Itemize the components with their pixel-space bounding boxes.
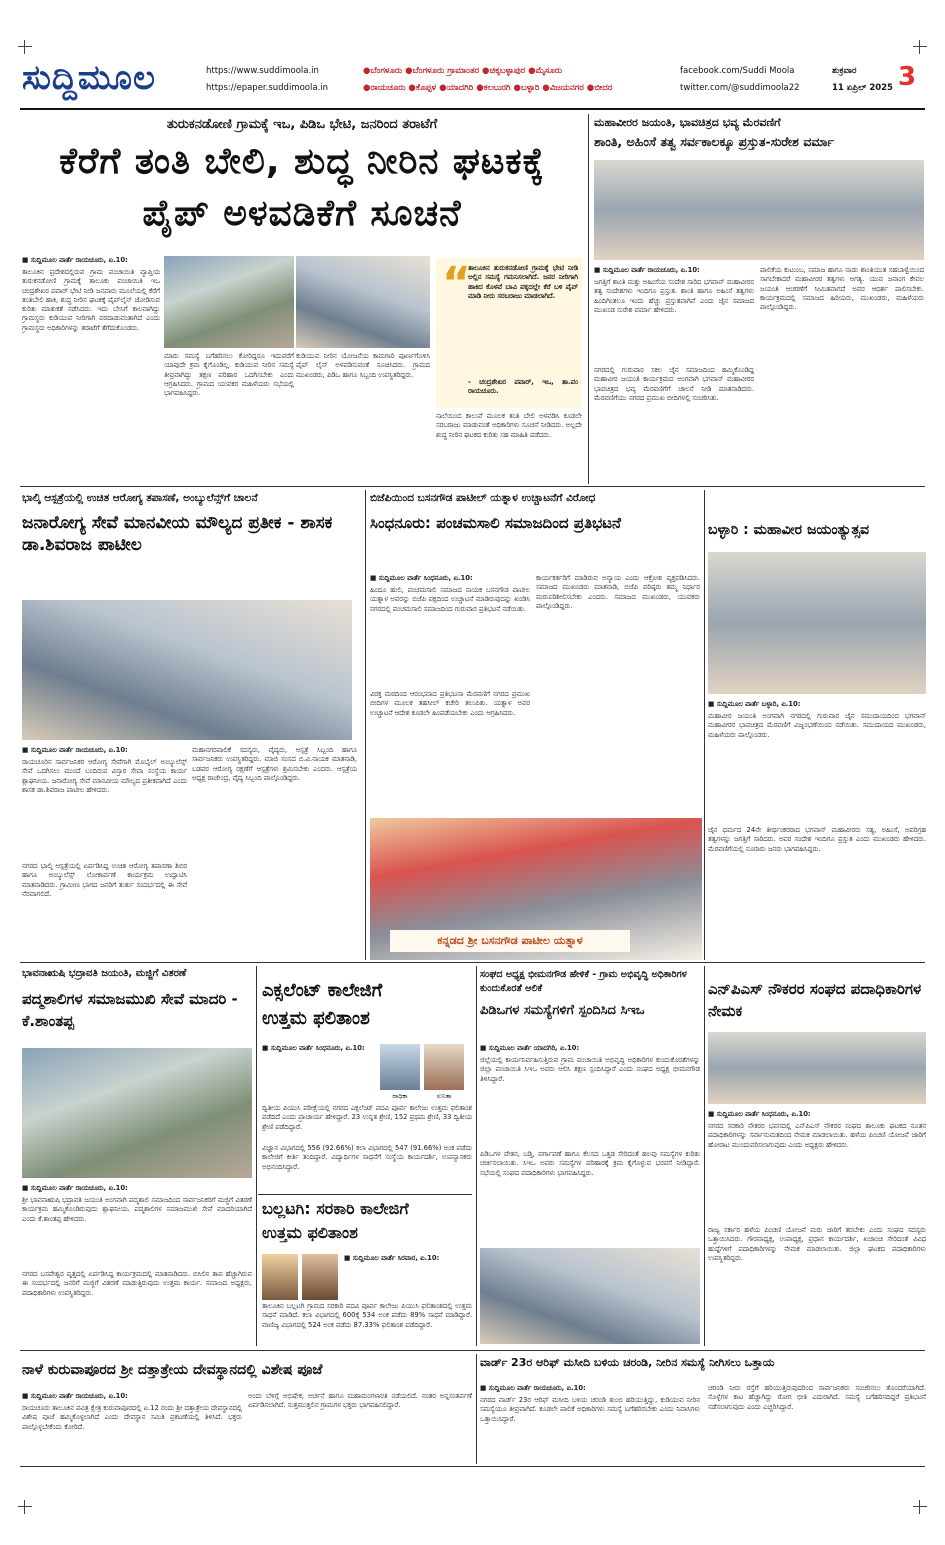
protest-body: ಹಿಂದೂ ಹುಲಿ, ಪಂಚಮಸಾಲಿ ಸಮಾಜದ ನಾಯಕ ಬಸನಗೌಡ ಪಾಟೀಲ ಯತ್ನಾಳ ಅವರನ್ನು ಬಿಜೆಪಿ ಪಕ್ಷದಿಂದ ಉಚ್ಚಾಟನೆ ಮಾಡಿರುವುದನ್ನು ಖಂಡಿಸಿ ನಗರದಲ್ಲಿ ಪಂಚಮಸಾಲಿ ಸಮಾಜದಿಂದ ಗುರುವಾರ ಪ್ರತಿಭಟನೆ ನಡೆಯಿತು. — [370, 586, 530, 613]
health-body-3: ಮಹಾನಗರಪಾಲಿಕೆ ಸದಸ್ಯರು, ವೈದ್ಯರು, ಆಸ್ಪತ್ರೆ ಸಿಬ್ಬಂದಿ ಹಾಗೂ ಸಾರ್ವಜನಿಕರು ಉಪಸ್ಥಿತರಿದ್ದರು. ಮಾಜಿ ಸಂಸದ ಬಿ.ವಿ.ನಾಯಕ ಮಾತನಾಡಿ, ಬಡವರ ಆರೋಗ್ಯ ರಕ್ಷಣೆಗೆ ಆಸ್ಪತ್ರೆಗಳು ಶ್ರಮಿಸಬೇಕು ಎಂದರು. ಆಸ್ಪತ್ರೆಯ ಅಧ್ಯಕ್ಷ ರಾಜೇಂದ್ರ, ವೈದ್ಯ ಸಿಬ್ಬಂದಿ ಪಾಲ್ಗೊಂಡಿದ್ದರು. — [192, 746, 357, 782]
health-body-2: ನಗರದ ಭಾಲ್ಕಿ ಆಸ್ಪತ್ರೆಯಲ್ಲಿ ಏರ್ಪಡಿಸಿದ್ದ ಉಚಿತ ಆರೋಗ್ಯ ತಪಾಸಣಾ ಶಿಬಿರ ಹಾಗೂ ಅಂಬ್ಯುಲೆನ್ಸ್ ಲೋಕಾರ್ಪಣೆ ಕಾರ್ಯಕ್ರಮ ಉದ್ಘಾಟಿಸಿ ಮಾತನಾಡಿದರು. ಗ್ರಾಮೀಣ ಭಾಗದ ಜನರಿಗೆ ತುರ್ತು ಸಂದರ್ಭದಲ್ಲಿ ಈ ಸೇವೆ ನೆರವಾಗಲಿದೆ. — [22, 862, 187, 898]
nps-photo — [708, 1032, 926, 1104]
registration-mark — [18, 1500, 32, 1514]
ward-body-2: ಚರಂಡಿ ನೀರು ರಸ್ತೆಗೆ ಹರಿಯುತ್ತಿರುವುದರಿಂದ ಸಾರ್ವಜನಿಕರು ಸಂಚರಿಸಲು ತೊಂದರೆಯಾಗಿದೆ. ಸೊಳ್ಳೆಗಳ ಕಾಟ ಹೆಚ್ಚಾಗಿದ್ದು ರೋಗ ಭೀತಿ ಎದುರಾಗಿದೆ. ಸಮಸ್ಯೆ ಬಗೆಹರಿಸದಿದ್ದರೆ ಪ್ರತಿಭಟನೆ ನಡೆಸಲಾಗುವುದು ಎಂದು ಎಚ್ಚರಿಸಿದ್ದಾರೆ. — [708, 1384, 926, 1411]
ballatgi-dateline: ■ ಸುದ್ದಿಮೂಲ ವಾರ್ತೆ ಸಿರವಾರ, ಏ.10: — [344, 1254, 440, 1262]
ballari-headline: ಬಳ್ಳಾರಿ : ಮಹಾವೀರ ಜಯಂತ್ಯುತ್ಸವ — [708, 522, 870, 538]
mahaveer-body-3: ಪಾಲಿಕೆಯ ಕುಟುಂಬ, ಸಮಾಜ ಹಾಗೂ ನಾಡು ಶಾಂತಿಯುತ ಸಹಬಾಳ್ವೆಯಿಂದ ಸಾಗಬೇಕಾದರೆ ಮಹಾವೀರರ ತತ್ವಗಳು ಅಗತ್ಯ. ಯುವ ಜನಾಂಗ ಕೇವಲ ಜಯಂತಿ ಆಚರಣೆಗೆ ಸೀಮಿತವಾಗದೆ ಅವರ ಆದರ್ಶ ಪಾಲಿಸಬೇಕು. ಕಾರ್ಯಕ್ರಮದಲ್ಲಿ ಸಮಾಜದ ಹಿರಿಯರು, ಮುಖಂಡರು, ಮಹಿಳೆಯರು ಪಾಲ್ಗೊಂಡಿದ್ದರು. — [760, 266, 924, 312]
lead-photo-1 — [164, 256, 294, 348]
lead-body: ತಾಲೂಕಿನ ಪ್ರದೇಶದಲ್ಲಿರುವ ಗ್ರಾಮ ಪಂಚಾಯಿತಿ ವ್ಯಾಪ್ತಿಯ ತುರುಕನಡೋಣಿ ಗ್ರಾಮಕ್ಕೆ ತಾಲೂಕು ಪಂಚಾಯಿತಿ ಇಒ ಚಂದ್ರಶೇಖರ ಪವಾರ್ ಭೇಟಿ ನೀಡಿ ಜನವಾರು ಮೂಲೆಯಲ್ಲಿ ಕೆರೆಗೆ ತಂತಿಬೇಲಿ ಹಾಕಿ, ಶುದ್ಧ ನೀರಿನ ಘಟಕಕ್ಕೆ ಪೈಪ್‌ಲೈನ್ ಜೋಡಿಸುವ ಕುರಿತು ಮಾತುಕತೆ ನಡೆಸಿದರು. ಇದು ಬೇಸಿಗೆ ಕಾಲವಾಗಿದ್ದು ಗ್ರಾಮಸ್ಥರು ಕುಡಿಯುವ ನೀರಿಗಾಗಿ ಪರದಾಡುವಂತಾಗಿದೆ ಎಂದು ಗ್ರಾಮಸ್ಥರು ಅಧಿಕಾರಿಗಳನ್ನು ತರಾಟೆಗೆ ತೆಗೆದುಕೊಂಡರು. — [22, 268, 160, 332]
ballatgi-headline-2: ಉತ್ತಮ ಫಲಿತಾಂಶ — [262, 1223, 358, 1242]
nps-body-2: ರಾಜ್ಯ ಸರ್ಕಾರ ಹಳೆಯ ಪಿಂಚಣಿ ಯೋಜನೆ ಮರು ಜಾರಿಗೆ ತರಬೇಕು ಎಂದು ಸಂಘದ ಸದಸ್ಯರು ಒತ್ತಾಯಿಸಿದರು. ಗೌರವಾಧ್ಯಕ್ಷ, ಉಪಾಧ್ಯಕ್ಷ, ಪ್ರಧಾನ ಕಾರ್ಯದರ್ಶಿ, ಖಜಾಂಚಿ ಸೇರಿದಂತೆ ವಿವಿಧ ಹುದ್ದೆಗಳಿಗೆ ಪದಾಧಿಕಾರಿಗಳನ್ನು ನೇಮಕ ಮಾಡಲಾಯಿತು. ಜಿಲ್ಲಾ ಘಟಕದ ಪದಾಧಿಕಾರಿಗಳು ಉಪಸ್ಥಿತರಿದ್ದರು. — [708, 1226, 926, 1262]
excellent-body: ದ್ವಿತೀಯ ಪಿಯುಸಿ ಪರೀಕ್ಷೆಯಲ್ಲಿ ನಗರದ ಎಕ್ಸಲೆಂಟ್ ಪದವಿ ಪೂರ್ವ ಕಾಲೇಜು ಉತ್ತಮ ಫಲಿತಾಂಶ ಪಡೆದಿದೆ ಎಂದು ಪ್ರಾಚಾರ್ಯ ಹೇಳಿದ್ದಾರೆ. 23 ಉನ್ನತ ಶ್ರೇಣಿ, 152 ಪ್ರಥಮ ಶ್ರೇಣಿ, 33 ದ್ವಿತೀಯ ಶ್ರೇಣಿ ಪಡೆದಿದ್ದಾರೆ. — [262, 1104, 472, 1131]
student-caption-2: ಸುನಿತಾ — [436, 1092, 452, 1100]
health-kicker: ಭಾಲ್ಕಿ ಆಸ್ಪತ್ರೆಯಲ್ಲಿ ಉಚಿತ ಆರೋಗ್ಯ ತಪಾಸಣೆ, ಅಂಬ್ಯುಲೆನ್ಸ್‌ಗೆ ಚಾಲನೆ — [22, 492, 258, 504]
protest-body-3: ಕಾರ್ಯಕರ್ತರಿಗೆ ಮಾಡಿರುವ ಅನ್ಯಾಯ ಎಂದು ಆಕ್ರೋಶ ವ್ಯಕ್ತಪಡಿಸಿದರು. ಸಮಾಜದ ಮುಖಂಡರು ಮಾತನಾಡಿ, ಬಿಜೆಪಿ ವರಿಷ್ಠರು ತಮ್ಮ ನಿರ್ಧಾರ ಮರುಪರಿಶೀಲಿಸಬೇಕು ಎಂದರು. ಸಮಾಜದ ಮುಖಂಡರು, ಯುವಕರು ಪಾಲ್ಗೊಂಡಿದ್ದರು. — [536, 574, 700, 610]
ceo-kicker: ಸಂಘದ ಅಧ್ಯಕ್ಷ ಭೀಮನಗೌಡ ಹೇಳಿಕೆ - ಗ್ರಾಮ ಅಭಿವೃದ್ಧಿ ಅಧಿಕಾರಿಗಳ ಕುಂದುಕೊರತೆ ಆಲಿಕೆ — [480, 969, 687, 994]
mahaveer-dateline: ■ ಸುದ್ದಿಮೂಲ ವಾರ್ತೆ ರಾಯಚೂರು, ಏ.10: — [594, 266, 700, 274]
lead-body-3: ಕುಡಿಯುವ ನೀರಿನ ಯೋಜನೆಯ ಕಾಮಗಾರಿ ಪೂರ್ಣಗೊಳಿಸಿ ಪೈಪ್ ಲೈನ್ ಅಳವಡಿಸುವಂತೆ ಸೂಚಿಸಿದರು. ಗ್ರಾಮದ ಮುಖಂಡರು, ಪಿಡಿಒ ಹಾಗೂ ಸಿಬ್ಬಂದಿ ಉಪಸ್ಥಿತರಿದ್ದರು. — [296, 352, 430, 379]
ward-body: ನಗರದ ವಾರ್ಡ್ 23ರ ಆರಿಫ್ ಮಸೀದಿ ಬಳಿಯ ಚರಂಡಿ ತುಂಬಿ ಹರಿಯುತ್ತಿದ್ದು, ಕುಡಿಯುವ ನೀರಿನ ಸಮಸ್ಯೆಯೂ ತೀವ್ರವಾಗಿದೆ. ಕೂಡಲೇ ಪಾಲಿಕೆ ಅಧಿಕಾರಿಗಳು ಸಮಸ್ಯೆ ಬಗೆಹರಿಸಬೇಕು ಎಂದು ನಿವಾಸಿಗಳು ಒತ್ತಾಯಿಸಿದ್ದಾರೆ. — [480, 1396, 700, 1423]
ward-headline: ವಾರ್ಡ್ 23ರ ಆರಿಫ್ ಮಸೀದಿ ಬಳಿಯ ಚರಂಡಿ, ನೀರಿನ ಸಮಸ್ಯೆ ನೀಗಿಸಲು ಒತ್ತಾಯ — [480, 1356, 775, 1369]
mahaveer-body-2: ನಗರದಲ್ಲಿ ಗುರುವಾರ ಸಕಲ ಜೈನ ಸಮಾಜದಿಂದ ಹಮ್ಮಿಕೊಂಡಿದ್ದ ಮಹಾವೀರ ಜಯಂತಿ ಕಾರ್ಯಕ್ರಮದ ಅಂಗವಾಗಿ ಭಗವಾನ್ ಮಹಾವೀರರ ಭಾವಚಿತ್ರದ ಭವ್ಯ ಮೆರವಣಿಗೆಗೆ ಚಾಲನೆ ನೀಡಿ ಮಾತನಾಡಿದರು. ಮೆರವಣಿಗೆಯು ನಗರದ ಪ್ರಮುಖ ಬೀದಿಗಳಲ್ಲಿ ಸಂಚರಿಸಿತು. — [594, 366, 754, 402]
ceo-body: ಜಿಲ್ಲೆಯಲ್ಲಿ ಕಾರ್ಯನಿರ್ವಹಿಸುತ್ತಿರುವ ಗ್ರಾಮ ಪಂಚಾಯಿತಿ ಅಭಿವೃದ್ಧಿ ಅಧಿಕಾರಿಗಳ ಕುಂದುಕೊರತೆಗಳನ್ನು ಜಿಲ್ಲಾ ಪಂಚಾಯಿತಿ ಸಿಇಒ ಅವರು ಆಲಿಸಿ ತಕ್ಷಣ ಸ್ಪಂದಿಸಿದ್ದಾರೆ ಎಂದು ಸಂಘದ ಅಧ್ಯಕ್ಷ ಭೀಮನಗೌಡ ತಿಳಿಸಿದ್ದಾರೆ. — [480, 1056, 700, 1083]
ballatgi-headline-1: ಬಲ್ಲಟಗಿ: ಸರಕಾರಿ ಕಾಲೇಜಿಗೆ — [262, 1199, 409, 1218]
mahaveer-photo — [594, 160, 924, 260]
health-headline: ಜನಾರೋಗ್ಯ ಸೇವೆ ಮಾನವೀಯ ಮೌಲ್ಯದ ಪ್ರತೀಕ - ಶಾಸಕ ಡಾ.ಶಿವರಾಜ ಪಾಟೀಲ — [22, 513, 333, 555]
lead-quote-box — [436, 258, 582, 408]
padmashali-body-2: ನಗರದ ಬಸವೇಶ್ವರ ವೃತ್ತದಲ್ಲಿ ಏರ್ಪಡಿಸಿದ್ದ ಕಾರ್ಯಕ್ರಮದಲ್ಲಿ ಮಾತನಾಡಿದರು. ಬಿಸಿಲಿನ ತಾಪ ಹೆಚ್ಚಾಗಿರುವ ಈ ಸಂದರ್ಭದಲ್ಲಿ ಜನರಿಗೆ ಮಜ್ಜಿಗೆ ವಿತರಣೆ ಮಾಡುತ್ತಿರುವುದು ಉತ್ತಮ ಕಾರ್ಯ. ಸಮಾಜದ ಅಧ್ಯಕ್ಷರು, ಪದಾಧಿಕಾರಿಗಳು ಉಪಸ್ಥಿತರಿದ್ದರು. — [22, 1270, 252, 1297]
mahaveer-headline: ಶಾಂತಿ, ಅಹಿಂಸೆ ತತ್ವ ಸರ್ವಕಾಲಕ್ಕೂ ಪ್ರಸ್ತುತ-ಸುರೇಶ ವರ್ಮಾ — [594, 134, 835, 149]
student-caption-1: ರಾಧಿಕಾ — [392, 1092, 408, 1100]
pooja-body: ರಾಯಚೂರು ತಾಲೂಕಿನ ಪವಿತ್ರ ಕ್ಷೇತ್ರ ಕುರುವಾಪೂರದಲ್ಲಿ ಏ.12 ರಂದು ಶ್ರೀ ದತ್ತಾತ್ರೇಯ ದೇವಸ್ಥಾನದಲ್ಲಿ ವಿಶೇಷ ಪೂಜೆ ಹಮ್ಮಿಕೊಳ್ಳಲಾಗಿದೆ ಎಂದು ದೇವಸ್ಥಾನ ಸಮಿತಿ ಪ್ರಕಟಣೆಯಲ್ಲಿ ತಿಳಿಸಿದೆ. ಭಕ್ತರು ಪಾಲ್ಗೊಳ್ಳಬೇಕೆಂದು ಕೋರಿದೆ. — [22, 1404, 242, 1431]
masthead — [20, 56, 920, 104]
facebook-link[interactable]: facebook.com/Suddi Moola — [680, 66, 795, 76]
padmashali-photo — [22, 1048, 252, 1178]
ward-dateline: ■ ಸುದ್ದಿಮೂಲ ವಾರ್ತೆ ರಾಯಚೂರು, ಏ.10: — [480, 1384, 586, 1392]
page-number: 3 — [898, 62, 917, 92]
registration-mark — [913, 40, 927, 54]
registration-mark — [18, 40, 32, 54]
padmashali-dateline: ■ ಸುದ್ದಿಮೂಲ ವಾರ್ತೆ ರಾಯಚೂರು, ಏ.10: — [22, 1184, 128, 1192]
issue-date: 11 ಏಪ್ರಿಲ್ 2025 — [832, 83, 893, 93]
padmashali-body: ಶ್ರೀ ಭಾವನಾಋಷಿ ಭದ್ರಾವತಿ ಜಯಂತಿ ಅಂಗವಾಗಿ ಪದ್ಮಶಾಲಿ ಸಮಾಜದಿಂದ ಸಾರ್ವಜನಿಕರಿಗೆ ಮಜ್ಜಿಗೆ ವಿತರಣೆ ಕಾರ್ಯಕ್ರಮ ಹಮ್ಮಿಕೊಂಡಿರುವುದು ಶ್ಲಾಘನೀಯ. ಪದ್ಮಶಾಲಿಗಳ ಸಮಾಜಮುಖಿ ಸೇವೆ ಮಾದರಿಯಾಗಿದೆ ಎಂದು ಕೆ.ಶಾಂತಪ್ಪ ಹೇಳಿದರು. — [22, 1196, 252, 1223]
twitter-link[interactable]: twitter.com/@suddimoola22 — [680, 83, 800, 93]
nps-headline: ಎನ್‌ಪಿಎಸ್ ನೌಕರರ ಸಂಘದ ಪದಾಧಿಕಾರಿಗಳ ನೇಮಕ — [708, 980, 922, 1020]
ballatgi-body: ತಾಲೂಕಿನ ಬಲ್ಲಟಗಿ ಗ್ರಾಮದ ಸರಕಾರಿ ಪದವಿ ಪೂರ್ವ ಕಾಲೇಜು ಪಿಯುಸಿ ಫಲಿತಾಂಶದಲ್ಲಿ ಉತ್ತಮ ಸಾಧನೆ ಮಾಡಿದೆ. ಕಲಾ ವಿಭಾಗದಲ್ಲಿ 600ಕ್ಕೆ 534 ಅಂಕ ಪಡೆದು 89% ಸಾಧನೆ ಮಾಡಿದ್ದಾರೆ. ವಾಣಿಜ್ಯ ವಿಭಾಗದಲ್ಲಿ 524 ಅಂಕ ಪಡೆದು 87.33% ಫಲಿತಾಂಶ ಪಡೆದಿದ್ದಾರೆ. — [262, 1302, 472, 1329]
ceo-body-2: ಪಿಡಿಒಗಳ ವೇತನ, ಬಡ್ತಿ, ವರ್ಗಾವಣೆ ಹಾಗೂ ಕೆಲಸದ ಒತ್ತಡ ಸೇರಿದಂತೆ ಹಲವು ಸಮಸ್ಯೆಗಳ ಕುರಿತು ಚರ್ಚಿಸಲಾಯಿತು. ಸಿಇಒ ಅವರು ಸಮಸ್ಯೆಗಳ ಪರಿಹಾರಕ್ಕೆ ಕ್ರಮ ಕೈಗೊಳ್ಳುವ ಭರವಸೆ ನೀಡಿದ್ದಾರೆ. ಸಭೆಯಲ್ಲಿ ಸಂಘದ ಪದಾಧಿಕಾರಿಗಳು ಭಾಗವಹಿಸಿದ್ದರು. — [480, 1150, 700, 1177]
quote-mark-icon: “ — [442, 262, 471, 302]
protest-kicker: ಬಿಜೆಪಿಯಿಂದ ಬಸನಗೌಡ ಪಾಟೀಲ್ ಯತ್ನಾಳ ಉಚ್ಚಾಟನೆಗೆ ವಿರೋಧ — [370, 492, 596, 504]
nps-dateline: ■ ಸುದ್ದಿಮೂಲ ವಾರ್ತೆ ಸಿಂಧನೂರು, ಏ.10: — [708, 1110, 811, 1118]
lead-photo-2 — [296, 256, 430, 348]
ballari-body: ಮಹಾವೀರ ಜಯಂತಿ ಅಂಗವಾಗಿ ನಗರದಲ್ಲಿ ಗುರುವಾರ ಜೈನ ಸಮುದಾಯದಿಂದ ಭಗವಾನ್ ಮಹಾವೀರರ ಭಾವಚಿತ್ರದ ಮೆರವಣಿಗೆ ವಿಜೃಂಭಣೆಯಿಂದ ನಡೆಯಿತು. ಸಮುದಾಯದ ಮುಖಂಡರು, ಮಹಿಳೆಯರು ಪಾಲ್ಗೊಂಡರು. — [708, 712, 926, 739]
excellent-headline-1: ಎಕ್ಸಲೆಂಟ್ ಕಾಲೇಜಿಗೆ — [262, 980, 383, 1001]
pooja-headline: ನಾಳೆ ಕುರುವಾಪೂರದ ಶ್ರೀ ದತ್ತಾತ್ರೇಯ ದೇವಸ್ಥಾನದಲ್ಲಿ ವಿಶೇಷ ಪೂಜೆ — [22, 1362, 323, 1378]
editions-row1: ●ಬೆಂಗಳೂರು ●ಬೆಂಗಳೂರು ಗ್ರಾಮಾಂತರ ●ಚಿಕ್ಕಬಳ್ಳಾಪುರ ●ಮೈಸೂರು — [363, 66, 562, 76]
epaper-link[interactable]: https://epaper.suddimoola.in — [206, 83, 329, 93]
lead-quote-by: - ಚಂದ್ರಶೇಖರ ಪವಾರ್, ಇಒ, ತಾ.ಪಂ ರಾಯಚೂರು. — [468, 378, 578, 396]
ballatgi-student-photo-1 — [262, 1254, 298, 1300]
ceo-headline: ಪಿಡಿಒಗಳ ಸಮಸ್ಯೆಗಳಿಗೆ ಸ್ಪಂದಿಸಿದ ಸಿಇಒ — [480, 1003, 645, 1018]
ballari-dateline: ■ ಸುದ್ದಿಮೂಲ ವಾರ್ತೆ ಬಳ್ಳಾರಿ, ಏ.10: — [708, 700, 801, 708]
health-photo — [22, 600, 352, 740]
lead-kicker: ತುರುಕನಡೋಣಿ ಗ್ರಾಮಕ್ಕೆ ಇಒ, ಪಿಡಿಒ ಭೇಟಿ, ಜನರಿಂದ ತರಾಟೆಗೆ — [166, 117, 438, 132]
ballari-body-2: ಜೈನ ಧರ್ಮದ 24ನೇ ತೀರ್ಥಂಕರರಾದ ಭಗವಾನ್ ಮಹಾವೀರರು ಸತ್ಯ, ಅಹಿಂಸೆ, ಅಪರಿಗ್ರಹ ತತ್ವಗಳನ್ನು ಜಗತ್ತಿಗೆ ಸಾರಿದರು. ಅವರ ಸಂದೇಶ ಇಂದಿಗೂ ಪ್ರಸ್ತುತ ಎಂದು ಮುಖಂಡರು ಹೇಳಿದರು. ಮೆರವಣಿಗೆಯಲ್ಲಿ ನೂರಾರು ಜನರು ಭಾಗವಹಿಸಿದ್ದರು. — [708, 826, 926, 853]
registration-mark — [913, 1500, 927, 1514]
lead-body-2: ಮಾರು ಸಮಸ್ಯೆ ಬಗೆಹರಿಸಲು ಕೋರಿದ್ದರೂ ಇದುವರೆಗೆ ಯಾವುದೇ ಕ್ರಮ ಕೈಗೊಂಡಿಲ್ಲ. ಕುಡಿಯುವ ನೀರಿನ ಸಮಸ್ಯೆ ತೀವ್ರವಾಗಿದ್ದು ತಕ್ಷಣ ಪರಿಹಾರ ಒದಗಿಸಬೇಕು ಎಂದು ಆಗ್ರಹಿಸಿದರು. ಗ್ರಾಮದ ಯುವಕರ ಮಹಿಳೆಯರು ಸಭೆಯಲ್ಲಿ ಭಾಗವಹಿಸಿದ್ದರು. — [164, 352, 294, 398]
excellent-body-2: ವಿಜ್ಞಾನ ವಿಭಾಗದಲ್ಲಿ 556 (92.66%) ಕಲಾ ವಿಭಾಗದಲ್ಲಿ 547 (91.66%) ಅಂಕ ಪಡೆದು ಕಾಲೇಜಿಗೆ ಕೀರ್ತಿ ತಂದಿದ್ದಾರೆ. ವಿದ್ಯಾರ್ಥಿಗಳ ಸಾಧನೆಗೆ ಸಂಸ್ಥೆಯ ಕಾರ್ಯದರ್ಶಿ, ಉಪನ್ಯಾಸಕರು ಅಭಿನಂದಿಸಿದ್ದಾರೆ. — [262, 1144, 472, 1171]
ceo-dateline: ■ ಸುದ್ದಿಮೂಲ ವಾರ್ತೆ ಯಾದಗಿರಿ, ಏ.10: — [480, 1044, 580, 1052]
lead-headline-2: ಪೈಪ್ ಅಳವಡಿಕೆಗೆ ಸೂಚನೆ — [142, 193, 462, 234]
padmashali-kicker: ಭಾವನಾಋಷಿ ಭದ್ರಾವತಿ ಜಯಂತಿ, ಮಜ್ಜಿಗೆ ವಿತರಣೆ — [22, 968, 187, 979]
issue-day: ಶುಕ್ರವಾರ — [832, 66, 857, 76]
excellent-dateline: ■ ಸುದ್ದಿಮೂಲ ವಾರ್ತೆ ಸಿಂಧನೂರು, ಏ.10: — [262, 1044, 365, 1052]
pooja-body-2: ಅಂದು ಬೆಳಿಗ್ಗೆ ಅಭಿಷೇಕ, ಅರ್ಚನೆ ಹಾಗೂ ಮಹಾಮಂಗಳಾರತಿ ನಡೆಯಲಿದೆ. ನಂತರ ಅನ್ನಸಂತರ್ಪಣೆ ಏರ್ಪಡಿಸಲಾಗಿದೆ. ಸುತ್ತಮುತ್ತಲಿನ ಗ್ರಾಮಗಳ ಭಕ್ತರು ಭಾಗವಹಿಸಲಿದ್ದಾರೆ. — [248, 1392, 472, 1410]
lead-headline-1: ಕೆರೆಗೆ ತಂತಿ ಬೇಲಿ, ಶುದ್ಧ ನೀರಿನ ಘಟಕಕ್ಕೆ — [59, 141, 545, 182]
lead-quote: ತಾಲೂಕಿನ ತುರುಕನಡೋಣಿ ಗ್ರಾಮಕ್ಕೆ ಭೇಟಿ ನೀಡಿ ಅಲ್ಲಿನ ಸಮಸ್ಯೆ ಗಮನಿಸಲಾಗಿದೆ. ಜನರ ನೀರಿಗಾಗಿ ಹಾಕಿದ ಕೊಳವೆ ಬಾವಿ ಪಕ್ಕದಲ್ಲೇ ಕೆರೆ ಬಳಿ ಪೈಪ್ ಮಾಡಿ ನೀರು ಸರಬರಾಜು ಮಾಡಲಾಗಿದೆ. — [468, 264, 578, 300]
editions-row2: ●ರಾಯಚೂರು ●ಕೊಪ್ಪಳ ●ಯಾದಗಿರಿ ●ಕಲಬುರಗಿ ●ಬಳ್ಳಾರಿ ●ವಿಜಯನಗರ ●ಬೀದರ — [363, 83, 613, 93]
website-link[interactable]: https://www.suddimoola.in — [206, 66, 319, 76]
logo[interactable]: ಸುದ್ದಿಮೂಲ — [22, 58, 156, 98]
student-photo-2 — [424, 1044, 464, 1090]
protest-dateline: ■ ಸುದ್ದಿಮೂಲ ವಾರ್ತೆ ಸಿಂಧನೂರು, ಏ.10: — [370, 574, 473, 582]
protest-banner: ಕನ್ನಡದ ಶ್ರೀ ಬಸನಗೌಡ ಪಾಟೀಲ ಯತ್ನಾಳ — [390, 930, 630, 952]
ballatgi-student-photo-2 — [302, 1254, 338, 1300]
lead-dateline: ■ ಸುದ್ದಿಮೂಲ ವಾರ್ತೆ ರಾಯಚೂರು, ಏ.10: — [22, 256, 128, 264]
health-body: ರಾಯಚೂರಿನ ಸಾರ್ವಜನಿಕರ ಆರೋಗ್ಯ ಸೇವೆಗಾಗಿ ಮೊಬೈಲ್ ಅಂಬ್ಯುಲೆನ್ಸ್ ಸೇವೆ ಒದಗಿಸಲು ಮುಂದೆ ಬಂದಿರುವ ವಿಸ್ತಾರ ಸೇವಾ ಸಂಸ್ಥೆಯ ಕಾರ್ಯ ಶ್ಲಾಘನೀಯ. ಜನಾರೋಗ್ಯ ಸೇವೆ ಮಾನವೀಯ ಮೌಲ್ಯದ ಪ್ರತೀಕವಾಗಿದೆ ಎಂದು ಶಾಸಕ ಡಾ.ಶಿವರಾಜ ಪಾಟೀಲ ಹೇಳಿದರು. — [22, 758, 187, 794]
protest-body-2: ವಿರಕ್ತ ಮಠದಿಂದ ಆರಂಭವಾದ ಪ್ರತಿಭಟನಾ ಮೆರವಣಿಗೆ ನಗರದ ಪ್ರಮುಖ ಬೀದಿಗಳ ಮೂಲಕ ತಹಸೀಲ್ ಕಚೇರಿ ತಲುಪಿತು. ಯತ್ನಾಳ ಅವರ ಉಚ್ಚಾಟನೆ ಆದೇಶ ಕೂಡಲೇ ಹಿಂಪಡೆಯಬೇಕು ಎಂದು ಆಗ್ರಹಿಸಿದರು. — [370, 690, 530, 717]
pooja-dateline: ■ ಸುದ್ದಿಮೂಲ ವಾರ್ತೆ ರಾಯಚೂರು, ಏ.10: — [22, 1392, 128, 1400]
nps-body: ನಗರದ ಸರಕಾರಿ ನೌಕರರ ಭವನದಲ್ಲಿ ಎನ್‌ಪಿಎಸ್ ನೌಕರರ ಸಂಘದ ತಾಲೂಕು ಘಟಕದ ನೂತನ ಪದಾಧಿಕಾರಿಗಳನ್ನು ಸರ್ವಾನುಮತದಿಂದ ನೇಮಕ ಮಾಡಲಾಯಿತು. ಹಳೆಯ ಪಿಂಚಣಿ ಯೋಜನೆ ಜಾರಿಗೆ ಹೋರಾಟ ಮುಂದುವರಿಸಲಾಗುವುದು ಎಂದು ಅಧ್ಯಕ್ಷರು ಹೇಳಿದರು. — [708, 1122, 926, 1149]
protest-headline: ಸಿಂಧನೂರು: ಪಂಚಮಸಾಲಿ ಸಮಾಜದಿಂದ ಪ್ರತಿಭಟನೆ — [370, 514, 622, 532]
ceo-photo — [480, 1248, 700, 1344]
protest-photo — [370, 818, 702, 960]
lead-body-4: ನಾಲೆಯಿಂದ ಕಾಲುವೆ ಮೂಲಕ ತಂತಿ ಬೇಲಿ ಅಳವಡಿಸಿ ಕೂಡಲೇ ಸರಬರಾಜು ಮಾಡುವಂತೆ ಅಧಿಕಾರಿಗಳು ಸೂಚನೆ ನೀಡಿದರು. ಅಲ್ಲದೇ ಶುದ್ಧ ನೀರಿನ ಘಟಕದ ಕುರಿತು ಸಹ ಮಾಹಿತಿ ಪಡೆದರು. — [436, 412, 582, 439]
mahaveer-body: ಜಗತ್ತಿಗೆ ಶಾಂತಿ ಮತ್ತು ಅಹಿಂಸೆಯ ಸಂದೇಶ ಸಾರಿದ ಭಗವಾನ್ ಮಹಾವೀರರ ತತ್ವ ಸಂದೇಶಗಳು ಇಂದಿಗೂ ಪ್ರಸ್ತುತ. ಶಾಂತಿ ಹಾಗೂ ಅಹಿಂಸೆ ತತ್ವಗಳು ಹಿಂದಿಗಿಂತಲೂ ಇಂದು ಹೆಚ್ಚು ಪ್ರಸ್ತುತವಾಗಿವೆ ಎಂದು ಜೈನ ಸಮಾಜದ ಮುಖಂಡ ಸುರೇಶ ವರ್ಮಾ ಹೇಳಿದರು. — [594, 278, 754, 314]
mahaveer-kicker: ಮಹಾವೀರರ ಜಯಂತಿ, ಭಾವಚಿತ್ರದ ಭವ್ಯ ಮೆರವಣಿಗೆ — [594, 116, 781, 129]
padmashali-headline: ಪದ್ಮಶಾಲಿಗಳ ಸಮಾಜಮುಖಿ ಸೇವೆ ಮಾದರಿ - ಕೆ.ಶಾಂತಪ್ಪ — [22, 990, 238, 1030]
ballari-photo — [708, 552, 926, 694]
excellent-headline-2: ಉತ್ತಮ ಫಲಿತಾಂಶ — [262, 1008, 370, 1029]
student-photo-1 — [380, 1044, 420, 1090]
health-dateline: ■ ಸುದ್ದಿಮೂಲ ವಾರ್ತೆ ರಾಯಚೂರು, ಏ.10: — [22, 746, 128, 754]
